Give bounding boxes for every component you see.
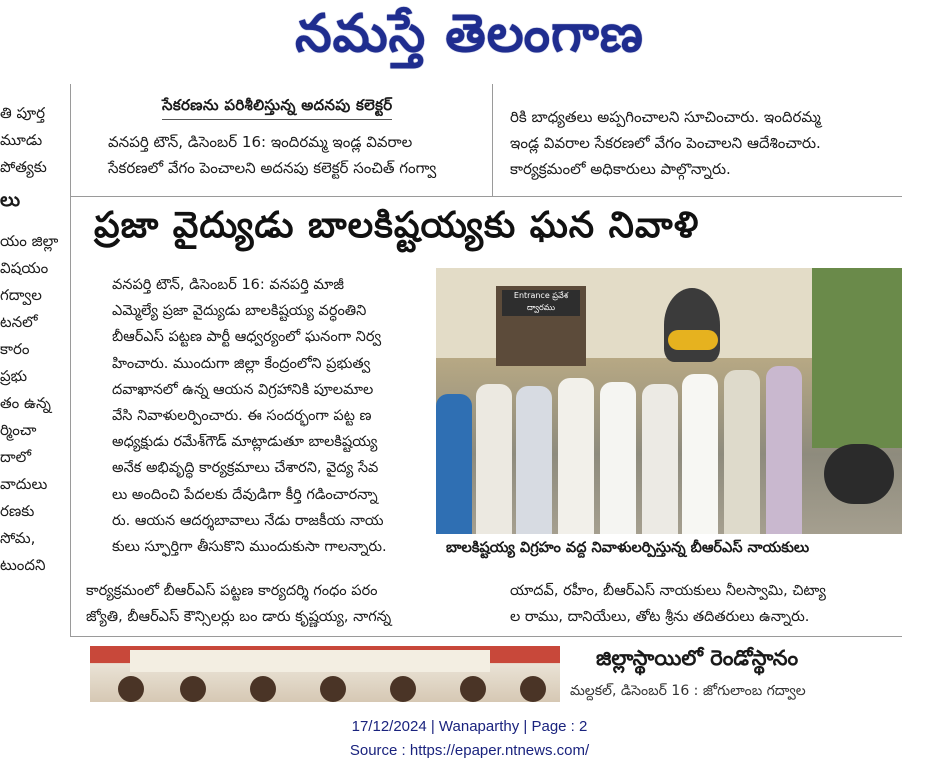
text-line: జ్యోతి, బీఆర్ఎస్ కౌన్సిలర్లు బం డారు కృష్ణయ్య, నాగన్న	[86, 609, 392, 625]
person-head	[520, 676, 546, 702]
main-article-continued-right	[510, 578, 826, 630]
text-line: కులు స్ఫూర్తిగా తీసుకొని ముందుకుసా గాలన్నారు.	[112, 539, 387, 556]
section-divider	[70, 636, 902, 637]
top-story-left-text	[108, 129, 436, 181]
text-line: టనలో	[0, 313, 38, 331]
person	[600, 382, 636, 534]
text-line: ల రాము, దానియేలు, తోట శ్రీను తదితరులు ఉన్నారు.	[510, 609, 810, 625]
person	[436, 394, 472, 534]
second-headline: జిల్లాస్థాయిలో రెండోస్థానం	[596, 646, 799, 670]
top-story-kicker: సేకరణను పరిశీలిస్తున్న అదనపు కలెక్టర్	[162, 96, 392, 120]
text-line: రు. ఆయన ఆదర్శబావాలు నేడు రాజకీయ నాయ	[112, 512, 384, 529]
person	[724, 370, 760, 534]
text-line: వనపర్తి టౌన్, డిసెంబర్ 16: వనపర్తి మాజీ	[112, 277, 344, 293]
text-line: టుందని	[0, 556, 46, 574]
person	[682, 374, 718, 534]
news-photo	[436, 268, 902, 534]
person-head	[180, 676, 206, 702]
main-article-body	[112, 272, 442, 560]
second-story-first-line: మల్దకల్, డిసెంబర్ 16 : జోగులాంబ గద్వాల	[570, 683, 806, 699]
person-head	[460, 676, 486, 702]
main-headline: ప్రజా వైద్యుడు బాలకిష్టయ్యకు ఘన నివాళి	[94, 205, 700, 246]
text-line: ప్రభు	[0, 367, 28, 385]
text-line: హించారు. ముందుగా జిల్లా కేంద్రంలోని ప్రభుత్వ	[112, 355, 371, 372]
person	[642, 384, 678, 534]
text-line: కార్యక్రమంలో అధికారులు పాల్గొన్నారు.	[510, 160, 731, 178]
person	[476, 384, 512, 534]
masthead	[0, 0, 939, 80]
person	[558, 378, 594, 534]
second-photo	[90, 646, 560, 702]
column-divider	[70, 84, 71, 636]
newspaper-title: నమస్తే తెలంగాణ	[295, 4, 644, 64]
photo-banner	[130, 650, 490, 672]
left-heading: లు	[0, 189, 21, 211]
person-head	[118, 676, 144, 702]
flower-garland	[668, 330, 718, 350]
person-head	[320, 676, 346, 702]
text-line: ఎమ్మెల్యే ప్రజా వైద్యుడు బాలకిష్టయ్య వర్ధంతిని	[112, 303, 367, 320]
text-line: ర్మించా	[0, 421, 37, 439]
text-line: రికి బాధ్యతలు అప్పగించాలని సూచించారు. ఇందిరమ్మ	[510, 108, 821, 126]
text-line: యాదవ్, రహీం, బీఆర్ఎస్ నాయకులు నీలస్వామి, చిట్యా	[510, 583, 826, 599]
text-line: సోమ,	[0, 529, 36, 547]
text-line: రణకు	[0, 502, 35, 520]
text-line: తం ఉన్న	[0, 394, 51, 412]
entrance-sign: Entrance ప్రవేశ ద్వారము	[502, 290, 580, 316]
text-line: లు అందించి పేదలకు దేవుడిగా కీర్తి గడించారన్నా	[112, 486, 378, 503]
text-line: కార్యక్రమంలో బీఆర్ఎస్ పట్టణ కార్యదర్శి గంధం పరం	[86, 583, 378, 599]
text-line: బీఆర్ఎస్ పట్టణ పార్టీ ఆధ్వర్యంలో ఘనంగా నిర్వ	[112, 329, 382, 346]
section-divider	[70, 196, 902, 197]
statue-bust	[664, 288, 720, 362]
text-line: వేసి నివాళులర్పించారు. ఈ సందర్భంగా పట్ట ణ	[112, 408, 372, 425]
footer-date-line: 17/12/2024 | Wanaparthy | Page : 2	[351, 718, 588, 735]
person	[766, 366, 802, 534]
text-line: తి పూర్త	[0, 104, 46, 122]
text-line: కారం	[0, 340, 30, 358]
text-line: ఇండ్ల వివరాల సేకరణలో వేగం పెంచాలని ఆదేశించారు.	[510, 134, 821, 152]
photo-tree	[812, 268, 902, 448]
footer-source-line: Source : https://epaper.ntnews.com/	[349, 742, 590, 759]
text-line: గద్వాల	[0, 286, 42, 304]
text-line: విషయం	[0, 259, 49, 277]
text-line: యం జిల్లా	[0, 232, 58, 250]
main-article-continued-left	[86, 578, 391, 630]
column-divider	[492, 84, 493, 196]
text-line: సేకరణలో వేగం పెంచాలని అదనపు కలెక్టర్ సంచిత్ గంగ్వా	[108, 159, 437, 177]
person-head	[390, 676, 416, 702]
text-line: మూడు	[0, 131, 43, 149]
left-column-fragment	[0, 100, 58, 579]
text-line: అనేక అభివృద్ధి కార్యక్రమాలు చేశారని, వైద్య సేవ	[112, 460, 379, 477]
text-line: దవాఖానలో ఉన్న ఆయన విగ్రహానికి పూలమాల	[112, 381, 374, 398]
top-story-right-text	[510, 104, 821, 182]
text-line: వాదులు	[0, 475, 48, 493]
text-line: అధ్యక్షుడు రమేశ్‌గౌడ్ మాట్లాడుతూ బాలకిష్టయ్య	[112, 434, 378, 451]
text-line: దాలో	[0, 448, 32, 466]
photo-caption: బాలకిష్టయ్య విగ్రహం వద్ద నివాళులర్పిస్తున్న బీఆర్ఎస్ నాయకులు	[446, 540, 810, 556]
page-footer	[0, 702, 939, 781]
text-line: వనపర్తి టౌన్, డిసెంబర్ 16: ఇందిరమ్మ ఇండ్ల వివరాల	[108, 133, 413, 151]
person	[516, 386, 552, 534]
person-head	[250, 676, 276, 702]
text-line: పోత్యకు	[0, 158, 47, 176]
motorbike	[824, 444, 894, 504]
